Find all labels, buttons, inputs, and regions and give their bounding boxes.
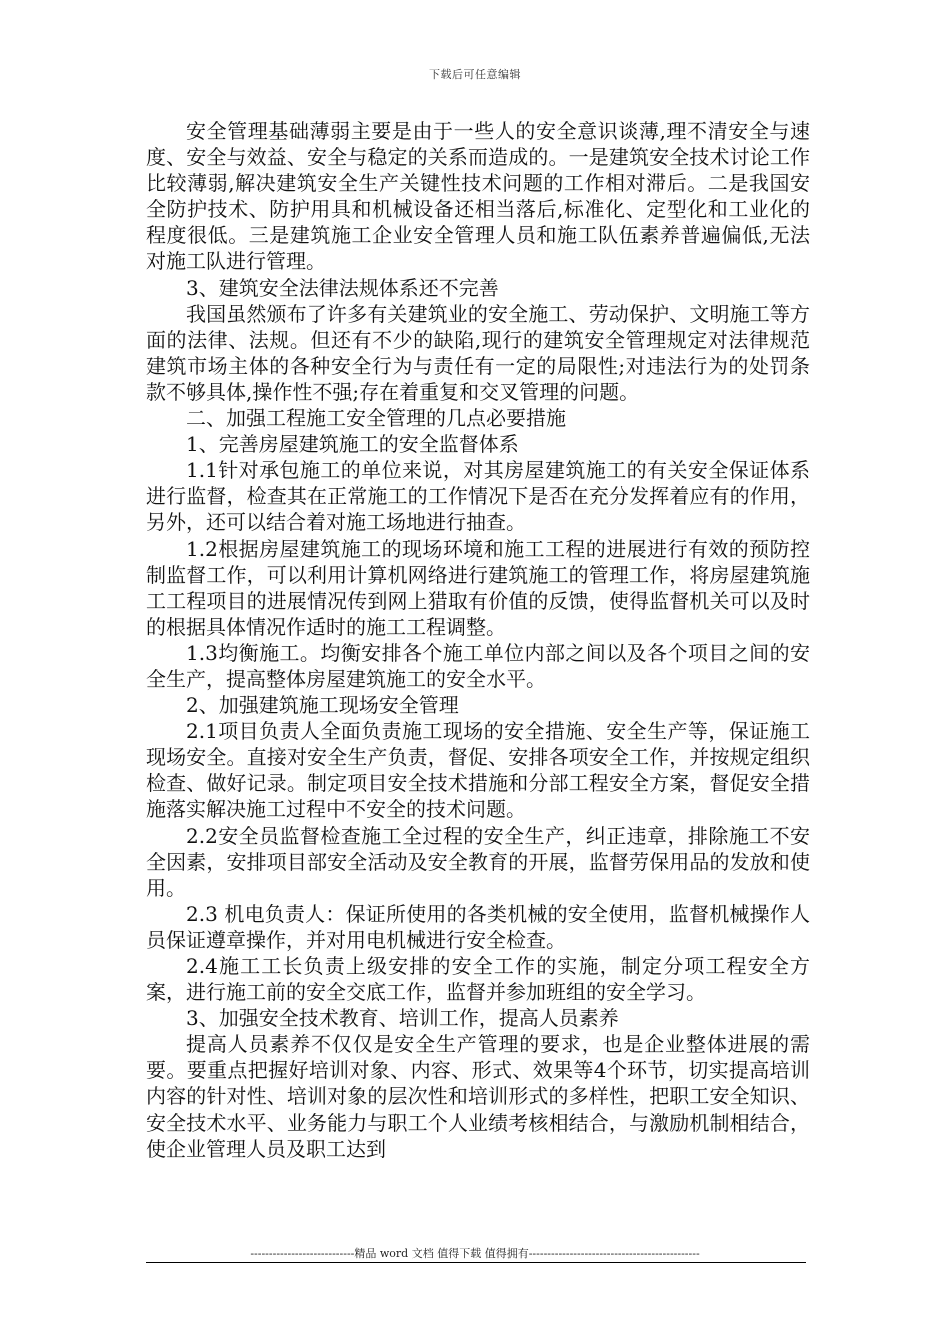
paragraph: 2.1项目负责人全面负责施工现场的安全措施、安全生产等，保证施工现场安全。直接对安全生产负责，督促、安排各项安全工作，并按规定组织检查、做好记录。制定项目安全技术措施和分部工程安全方案，督促安全措施落实解决施工过程中不安全的技术问题。 [146,719,810,822]
footer-divider [146,1262,806,1263]
paragraph: 安全管理基础薄弱主要是由于一些人的安全意识谈薄,理不清安全与速度、安全与效益、安全与稳定的关系而造成的。一是建筑安全技术讨论工作比较薄弱,解决建筑安全生产关键性技术问题的工作相对滞后。二是我国安全防护技术、防护用具和机械设备还相当落后,标准化、定型化和工业化的程度很低。三是建筑施工企业安全管理人员和施工队伍素养普遍偏低,无法对施工队进行管理。 [146,119,810,274]
section-heading: 3、建筑安全法律法规体系还不完善 [186,275,499,300]
paragraph: 1.3均衡施工。均衡安排各个施工单位内部之间以及各个项目之间的安全生产，提高整体房屋建筑施工的安全水平。 [146,640,810,691]
document-body [146,118,810,1162]
paragraph: 1.1针对承包施工的单位来说，对其房屋建筑施工的有关安全保证体系进行监督，检查其在正常施工的工作情况下是否在充分发挥着应有的作用，另外，还可以结合着对施工场地进行抽查。 [146,458,810,535]
paragraph: 提高人员素养不仅仅是安全生产管理的要求，也是企业整体进展的需要。要重点把握好培训对象、内容、形式、效果等4个环节，切实提高培训内容的针对性、培训对象的层次性和培训形式的多样性，把职工安全知识、安全技术水平、业务能力与职工个人业绩考核相结合，与激励机制相结合，使企业管理人员及职工达到 [146,1032,810,1161]
page-footer: ----------------------------精品 word 文档 值得下载 值得拥有---------------------------------------------- [250,1247,700,1260]
paragraph: 1.2根据房屋建筑施工的现场环境和施工工程的进展进行有效的预防控制监督工作，可以利用计算机网络进行建筑施工的管理工作，将房屋建筑施工工程项目的进展情况传到网上猎取有价值的反馈，使得监督机关可以及时的根据具体情况作适时的施工工程调整。 [146,536,810,639]
paragraph: 我国虽然颁布了许多有关建筑业的安全施工、劳动保护、文明施工等方面的法律、法规。但还有不少的缺陷,现行的建筑安全管理规定对法律规范建筑市场主体的各种安全行为与责任有一定的局限性;对违法行为的处罚条款不够具体,操作性不强;存在着重复和交叉管理的问题。 [146,301,810,404]
page-header: 下载后可任意编辑 [429,68,521,81]
paragraph: 2.4施工工长负责上级安排的安全工作的实施，制定分项工程安全方案，进行施工前的安全交底工作，监督并参加班组的安全学习。 [146,954,810,1005]
section-heading: 3、加强安全技术教育、培训工作，提高人员素养 [186,1006,619,1031]
paragraph: 2.3 机电负责人：保证所使用的各类机械的安全使用，监督机械操作人员保证遵章操作，并对用电机械进行安全检查。 [146,901,810,952]
paragraph: 2.2安全员监督检查施工全过程的安全生产，纠正违章，排除施工不安全因素，安排项目部安全活动及安全教育的开展，监督劳保用品的发放和使用。 [146,823,810,900]
section-heading: 二、加强工程施工安全管理的几点必要措施 [186,406,566,431]
section-heading: 2、加强建筑施工现场安全管理 [186,693,459,718]
section-heading: 1、完善房屋建筑施工的安全监督体系 [186,432,519,457]
